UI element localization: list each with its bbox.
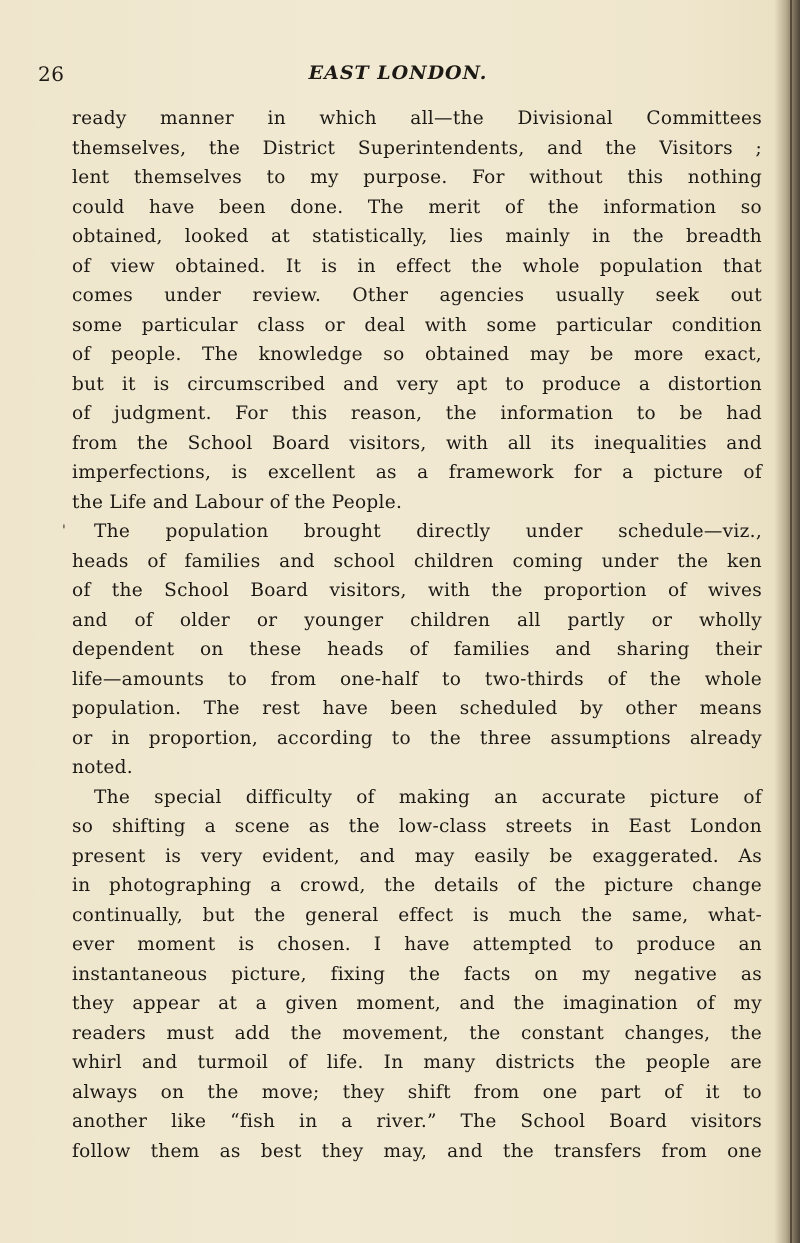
page-edge-line xyxy=(790,0,792,1243)
text-line: but it is circumscribed and very apt to produce a distortion xyxy=(72,373,762,395)
body-text xyxy=(72,104,762,1166)
text-line: of people. The knowledge so obtained may be more exact, xyxy=(72,344,762,365)
text-line: The population brought directly under schedule—viz., xyxy=(94,521,762,542)
margin-mark: ' xyxy=(62,523,66,539)
page-number: 26 xyxy=(38,62,65,86)
text-line: another like “fish in a river.” The School Board visitors xyxy=(72,1111,762,1132)
running-title: EAST LONDON. xyxy=(308,62,488,84)
text-line: always on the move; they shift from one part of it to xyxy=(72,1081,762,1103)
text-line: they appear at a given moment, and the imagination of my xyxy=(72,993,762,1014)
text-line: noted. xyxy=(72,757,133,778)
text-line: dependent on these heads of families and sharing their xyxy=(72,639,762,660)
text-line: population. The rest have been scheduled by other means xyxy=(72,698,762,719)
text-line: The special difficulty of making an accurate picture of xyxy=(94,786,762,808)
text-line: lent themselves to my purpose. For without this nothing xyxy=(72,167,762,188)
text-line: readers must add the movement, the constant changes, the xyxy=(72,1022,762,1044)
text-line: themselves, the District Superintendents, and the Visitors ; xyxy=(72,137,762,159)
text-line: comes under review. Other agencies usually seek out xyxy=(72,285,762,306)
text-line: obtained, looked at statistically, lies mainly in the breadth xyxy=(72,226,762,247)
text-line: could have been done. The merit of the information so xyxy=(72,196,762,218)
book-spine-shadow xyxy=(774,0,800,1243)
text-line: instantaneous picture, fixing the facts on my negative as xyxy=(72,963,762,985)
text-line: continually, but the general effect is much the same, what- xyxy=(72,904,762,926)
text-line: and of older or younger children all partly or wholly xyxy=(72,609,762,631)
text-line: from the School Board visitors, with all its inequalities and xyxy=(72,432,762,454)
text-line: or in proportion, according to the three assumptions already xyxy=(72,727,762,749)
text-line: whirl and turmoil of life. In many districts the people are xyxy=(72,1052,762,1073)
text-line: the Life and Labour of the People. xyxy=(72,491,403,513)
text-line: heads of families and school children coming under the ken xyxy=(72,550,762,572)
text-line: some particular class or deal with some particular condition xyxy=(72,314,762,336)
page-header xyxy=(38,62,758,92)
text-line: of judgment. For this reason, the information to be had xyxy=(72,403,762,424)
text-line: of view obtained. It is in effect the whole population that xyxy=(72,255,762,277)
text-line: follow them as best they may, and the transfers from one xyxy=(72,1140,762,1162)
text-line: so shifting a scene as the low-class streets in East London xyxy=(72,816,762,837)
text-line: present is very evident, and may easily be exaggerated. As xyxy=(72,845,762,867)
text-line: imperfections, is excellent as a framework for a picture of xyxy=(72,462,762,483)
text-line: life—amounts to from one-half to two-thirds of the whole xyxy=(72,668,762,690)
text-line: ready manner in which all—the Divisional Committees xyxy=(72,108,762,129)
text-line: of the School Board visitors, with the proportion of wives xyxy=(72,580,762,601)
text-line: ever moment is chosen. I have attempted to produce an xyxy=(72,934,762,955)
text-line: in photographing a crowd, the details of the picture change xyxy=(72,875,762,896)
